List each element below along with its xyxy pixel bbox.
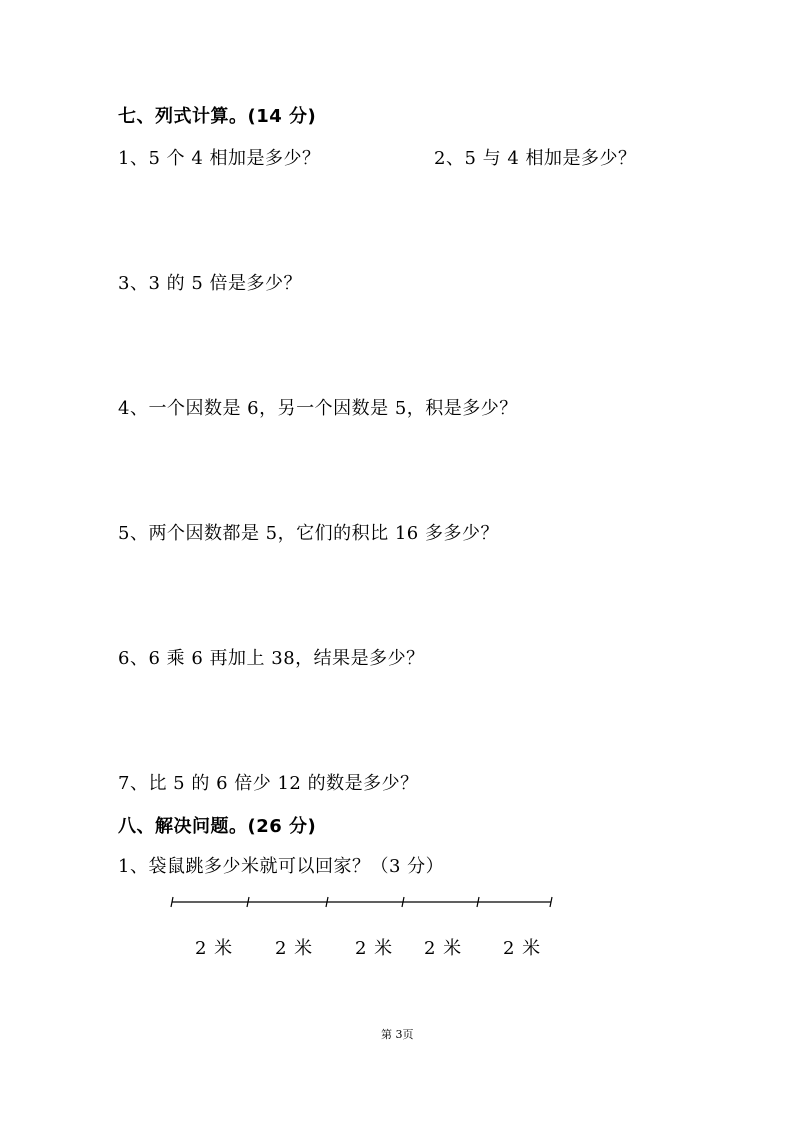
question-8-1: 1、袋鼠跳多少米就可以回家？（3 分） — [118, 856, 445, 877]
segment-label-4: 2 米 — [424, 938, 463, 959]
segment-label-3: 2 米 — [355, 938, 394, 959]
segment-label-1: 2 米 — [195, 938, 234, 959]
question-7-2: 2、5 与 4 相加是多少？ — [434, 148, 637, 169]
page-number: 第 3页 — [381, 1028, 414, 1041]
question-7-7: 7、比 5 的 6 倍少 12 的数是多少？ — [118, 773, 419, 794]
question-7-4: 4、一个因数是 6，另一个因数是 5，积是多少？ — [118, 398, 518, 419]
section-8-heading: 八、解决问题。(26 分) — [118, 816, 317, 837]
question-7-5: 5、两个因数都是 5，它们的积比 16 多多少？ — [118, 523, 499, 544]
question-7-6: 6、6 乘 6 再加上 38，结果是多少？ — [118, 648, 425, 669]
question-7-3: 3、3 的 5 倍是多少？ — [118, 273, 303, 294]
question-7-1: 1、5 个 4 相加是多少？ — [118, 148, 321, 169]
segment-label-5: 2 米 — [503, 938, 542, 959]
segment-label-2: 2 米 — [275, 938, 314, 959]
section-7-heading: 七、列式计算。(14 分) — [118, 106, 317, 127]
distance-number-line — [168, 892, 560, 912]
